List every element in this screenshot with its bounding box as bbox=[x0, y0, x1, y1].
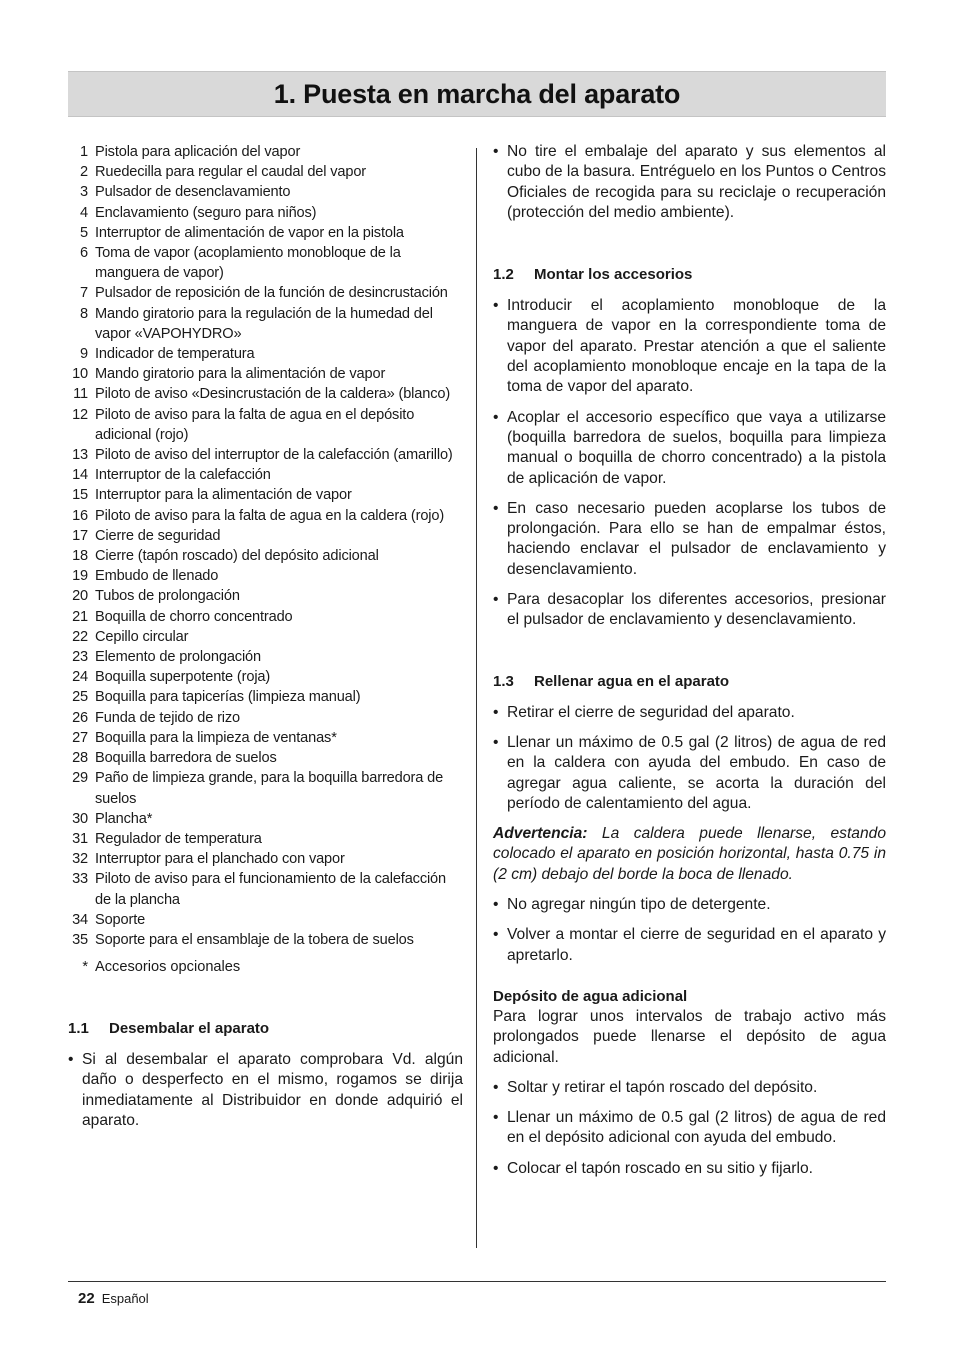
bullet-icon: • bbox=[493, 1078, 499, 1096]
part-number: 5 bbox=[80, 224, 88, 241]
bullet-icon: • bbox=[493, 926, 499, 944]
part-number: 35 bbox=[72, 931, 88, 948]
part-label: Soporte bbox=[95, 911, 146, 928]
list-item bbox=[68, 708, 463, 728]
part-label: Boquilla para la limpieza de ventanas* bbox=[95, 729, 337, 746]
list-item bbox=[68, 445, 463, 465]
title-bar bbox=[68, 71, 886, 117]
list-item bbox=[68, 607, 463, 627]
parts-list bbox=[68, 142, 463, 950]
part-label: Piloto de aviso para la falta de agua en la caldera (rojo) bbox=[95, 507, 445, 524]
part-label: Boquilla superpotente (roja) bbox=[95, 669, 271, 686]
list-item bbox=[68, 182, 463, 202]
warning-label: Advertencia: bbox=[493, 825, 588, 843]
part-label: Piloto de aviso para la falta de agua en el depósito adicional (rojo) bbox=[95, 406, 415, 443]
list-item bbox=[68, 849, 463, 869]
part-label: Paño de limpieza grande, para la boquilla barredora de suelos bbox=[95, 770, 444, 807]
section-number: 1.3 bbox=[493, 672, 514, 690]
list-item: • Soltar y retirar el tapón roscado del depósito. bbox=[493, 1078, 886, 1098]
bullet-icon: • bbox=[493, 143, 499, 160]
deposit-bullets bbox=[493, 1078, 886, 1179]
section-title: Montar los accesorios bbox=[534, 266, 693, 284]
part-label: Boquilla para tapicerías (limpieza manual) bbox=[95, 689, 361, 706]
list-item: • Retirar el cierre de seguridad del aparato. bbox=[493, 703, 886, 723]
part-number: 20 bbox=[72, 588, 88, 605]
list-item bbox=[68, 304, 463, 344]
part-label: Regulador de temperatura bbox=[95, 830, 262, 847]
part-number: 11 bbox=[73, 386, 88, 403]
part-label: Cepillo circular bbox=[95, 628, 189, 645]
left-column bbox=[68, 142, 463, 1131]
part-label: Embudo de llenado bbox=[95, 568, 219, 585]
part-number: 19 bbox=[72, 568, 88, 585]
part-label: Ruedecilla para regular el caudal del vapor bbox=[95, 164, 367, 181]
part-label: Plancha* bbox=[95, 810, 153, 827]
part-number: 15 bbox=[72, 487, 88, 504]
part-number: 16 bbox=[72, 507, 88, 524]
deposit-heading: Depósito de agua adicional bbox=[493, 987, 688, 1005]
list-item bbox=[68, 687, 463, 707]
part-label: Cierre de seguridad bbox=[95, 527, 221, 544]
part-label: Interruptor para la alimentación de vapor bbox=[95, 487, 352, 504]
part-label: Interruptor de la calefacción bbox=[95, 467, 271, 484]
part-number: 10 bbox=[72, 366, 88, 383]
list-item bbox=[68, 485, 463, 505]
section-1-1-heading bbox=[68, 1019, 463, 1039]
warning-text: La caldera puede llenarse, estando colocado el aparato en posición horizontal, hasta 0.75 in (2 cm) debajo del borde la boca de llenado. bbox=[493, 825, 886, 883]
list-item bbox=[68, 203, 463, 223]
part-label: Mando giratorio para la regulación de la humedad del vapor «VAPOHYDRO» bbox=[95, 305, 433, 342]
part-number: 28 bbox=[72, 750, 88, 767]
deposit-intro: Para lograr unos intervalos de trabajo activo más prolongados puede llenarse el depósito de agua adicional. bbox=[493, 1007, 886, 1066]
part-number: 18 bbox=[72, 548, 88, 565]
section-title: Rellenar agua en el aparato bbox=[534, 672, 730, 690]
section-1-3-bullets-b bbox=[493, 895, 886, 966]
list-item bbox=[68, 162, 463, 182]
column-divider bbox=[476, 148, 477, 1248]
list-item bbox=[68, 546, 463, 566]
part-number: 3 bbox=[80, 184, 88, 201]
part-number: 14 bbox=[72, 467, 88, 484]
list-item bbox=[68, 283, 463, 303]
warning-note bbox=[493, 824, 886, 885]
section-1-2-bullets bbox=[493, 296, 886, 630]
section-1-3-heading bbox=[493, 672, 886, 692]
part-label: Piloto de aviso «Desincrustación de la caldera» (blanco) bbox=[95, 386, 451, 403]
list-item bbox=[68, 384, 463, 404]
list-item bbox=[68, 809, 463, 829]
list-item bbox=[68, 223, 463, 243]
part-number: 6 bbox=[80, 245, 88, 262]
bullet-icon: • bbox=[493, 499, 499, 517]
list-item bbox=[68, 243, 463, 283]
part-number: 13 bbox=[72, 447, 88, 464]
list-item bbox=[68, 506, 463, 526]
list-item: • Llenar un máximo de 0.5 gal (2 litros) de agua de red en el depósito adicional con ayuda del embudo. bbox=[493, 1108, 886, 1149]
part-number: 9 bbox=[80, 346, 88, 363]
part-label: Piloto de aviso del interruptor de la calefacción (amarillo) bbox=[95, 447, 453, 464]
part-label: Pistola para aplicación del vapor bbox=[95, 144, 301, 160]
bullet-icon: • bbox=[68, 1051, 74, 1069]
list-item bbox=[68, 869, 463, 909]
section-title: Desembalar el aparato bbox=[109, 1020, 270, 1038]
part-number: 12 bbox=[72, 406, 88, 423]
part-label: Tubos de prolongación bbox=[95, 588, 240, 605]
page-number: 22 bbox=[78, 1290, 95, 1307]
part-number: 29 bbox=[72, 770, 88, 787]
bullet-icon: • bbox=[493, 297, 499, 315]
bullet-icon: • bbox=[493, 703, 499, 721]
optional-note-text: Accesorios opcionales bbox=[95, 959, 241, 976]
part-number: 21 bbox=[72, 608, 88, 625]
bullet-icon: • bbox=[493, 896, 499, 914]
list-item: • No agregar ningún tipo de detergente. bbox=[493, 895, 886, 915]
part-number: 31 bbox=[72, 830, 88, 847]
bullet-icon: • bbox=[493, 591, 499, 609]
bullet-icon: • bbox=[493, 408, 499, 426]
list-item bbox=[68, 405, 463, 445]
part-label: Enclavamiento (seguro para niños) bbox=[95, 204, 317, 221]
part-label: Funda de tejido de rizo bbox=[95, 709, 241, 726]
bullet-icon: • bbox=[493, 1159, 499, 1177]
part-label: Interruptor para el planchado con vapor bbox=[95, 851, 345, 868]
bullet-icon: • bbox=[493, 733, 499, 751]
list-item bbox=[68, 930, 463, 950]
part-label: Boquilla barredora de suelos bbox=[95, 750, 277, 767]
list-item bbox=[68, 566, 463, 586]
part-number: 17 bbox=[72, 527, 88, 544]
part-number: 34 bbox=[72, 911, 88, 928]
list-item: • Llenar un máximo de 0.5 gal (2 litros) de agua de red en la caldera con ayuda del embudo. En caso de agregar agua caliente, se acorta la duración del período de calentamiento del agua. bbox=[493, 733, 886, 814]
list-item bbox=[68, 728, 463, 748]
list-item: • Colocar el tapón roscado en su sitio y fijarlo. bbox=[493, 1159, 886, 1179]
list-item: • Volver a montar el cierre de seguridad en el aparato y apretarlo. bbox=[493, 925, 886, 966]
bullet-icon: • bbox=[493, 1109, 499, 1127]
part-number: 2 bbox=[80, 164, 88, 181]
list-item bbox=[68, 586, 463, 606]
list-item bbox=[68, 667, 463, 687]
part-number: 27 bbox=[72, 729, 88, 746]
footer bbox=[78, 1290, 149, 1307]
list-item: • Introducir el acoplamiento monobloque de la manguera de vapor en la correspondiente toma de vapor del aparato. Prestar atención a que el saliente del acoplamiento monobloque encaje en la tapa de la toma de vapor del aparato. bbox=[493, 296, 886, 397]
part-label: Toma de vapor (acoplamiento monobloque de la manguera de vapor) bbox=[95, 245, 401, 282]
list-item bbox=[68, 647, 463, 667]
part-label: Pulsador de reposición de la función de desincrustación bbox=[95, 285, 448, 302]
right-column bbox=[493, 142, 886, 1179]
part-number: 25 bbox=[72, 689, 88, 706]
part-number: 22 bbox=[72, 628, 88, 645]
list-item bbox=[68, 768, 463, 808]
footer-language: Español bbox=[101, 1291, 149, 1306]
list-item bbox=[68, 465, 463, 485]
list-item bbox=[68, 627, 463, 647]
list-item bbox=[68, 910, 463, 930]
part-label: Elemento de prolongación bbox=[95, 649, 261, 666]
part-number: 33 bbox=[72, 871, 88, 888]
part-label: Pulsador de desenclavamiento bbox=[95, 184, 291, 201]
part-label: Mando giratorio para la alimentación de vapor bbox=[95, 366, 386, 383]
part-number: 26 bbox=[72, 709, 88, 726]
section-1-2-heading bbox=[493, 265, 886, 285]
list-item: • Para desacoplar los diferentes accesorios, presionar el pulsador de enclavamiento y desenclavamiento. bbox=[493, 590, 886, 631]
intro-bullets bbox=[493, 142, 886, 223]
list-item: • En caso necesario pueden acoplarse los tubos de prolongación. Para ello se han de empalmar éstos, haciendo enclavar el pulsador de enclavamiento y desenclavamiento. bbox=[493, 499, 886, 580]
section-1-1-bullets bbox=[68, 1050, 463, 1131]
part-number: 4 bbox=[80, 204, 88, 221]
list-item bbox=[68, 142, 463, 162]
part-label: Indicador de temperatura bbox=[95, 346, 255, 363]
page-title: 1. Puesta en marcha del aparato bbox=[273, 78, 681, 109]
part-label: Interruptor de alimentación de vapor en la pistola bbox=[95, 224, 404, 241]
list-item bbox=[68, 526, 463, 546]
part-label: Piloto de aviso para el funcionamiento de la calefacción de la plancha bbox=[95, 871, 446, 908]
part-label: Cierre (tapón roscado) del depósito adicional bbox=[95, 548, 379, 565]
list-item: • No tire el embalaje del aparato y sus elementos al cubo de la basura. Entréguelo en los Puntos o Centros Oficiales de recogida para su reciclaje o recuperación (protección del medio ambiente). bbox=[493, 142, 886, 223]
part-label: Boquilla de chorro concentrado bbox=[95, 608, 293, 625]
list-item: • Acoplar el accesorio específico que vaya a utilizarse (boquilla barredora de suelos, boquilla para limpieza manual o boquilla de chorro concentrado) a la pistola de aplicación de vapor. bbox=[493, 408, 886, 489]
part-number: 24 bbox=[72, 669, 88, 686]
section-number: 1.1 bbox=[68, 1020, 89, 1038]
part-number: 30 bbox=[72, 810, 88, 827]
part-number: 23 bbox=[72, 649, 88, 666]
part-number: 32 bbox=[72, 851, 88, 868]
list-item bbox=[68, 748, 463, 768]
section-number: 1.2 bbox=[493, 266, 514, 284]
list-item bbox=[68, 344, 463, 364]
optional-note-mark: * bbox=[82, 959, 88, 976]
part-number: 7 bbox=[80, 285, 88, 302]
optional-note bbox=[68, 957, 463, 977]
part-number: 8 bbox=[80, 305, 88, 322]
list-item: • Si al desembalar el aparato comprobara Vd. algún daño o desperfecto en el mismo, rogamos se dirija inmediatamente al Distribuidor en donde adquirió el aparato. bbox=[68, 1050, 463, 1131]
part-label: Soporte para el ensamblaje de la tobera de suelos bbox=[95, 931, 414, 948]
section-1-3-bullets-a bbox=[493, 703, 886, 814]
footer-divider bbox=[68, 1281, 886, 1282]
part-number: 1 bbox=[80, 144, 88, 160]
list-item bbox=[68, 364, 463, 384]
list-item bbox=[68, 829, 463, 849]
